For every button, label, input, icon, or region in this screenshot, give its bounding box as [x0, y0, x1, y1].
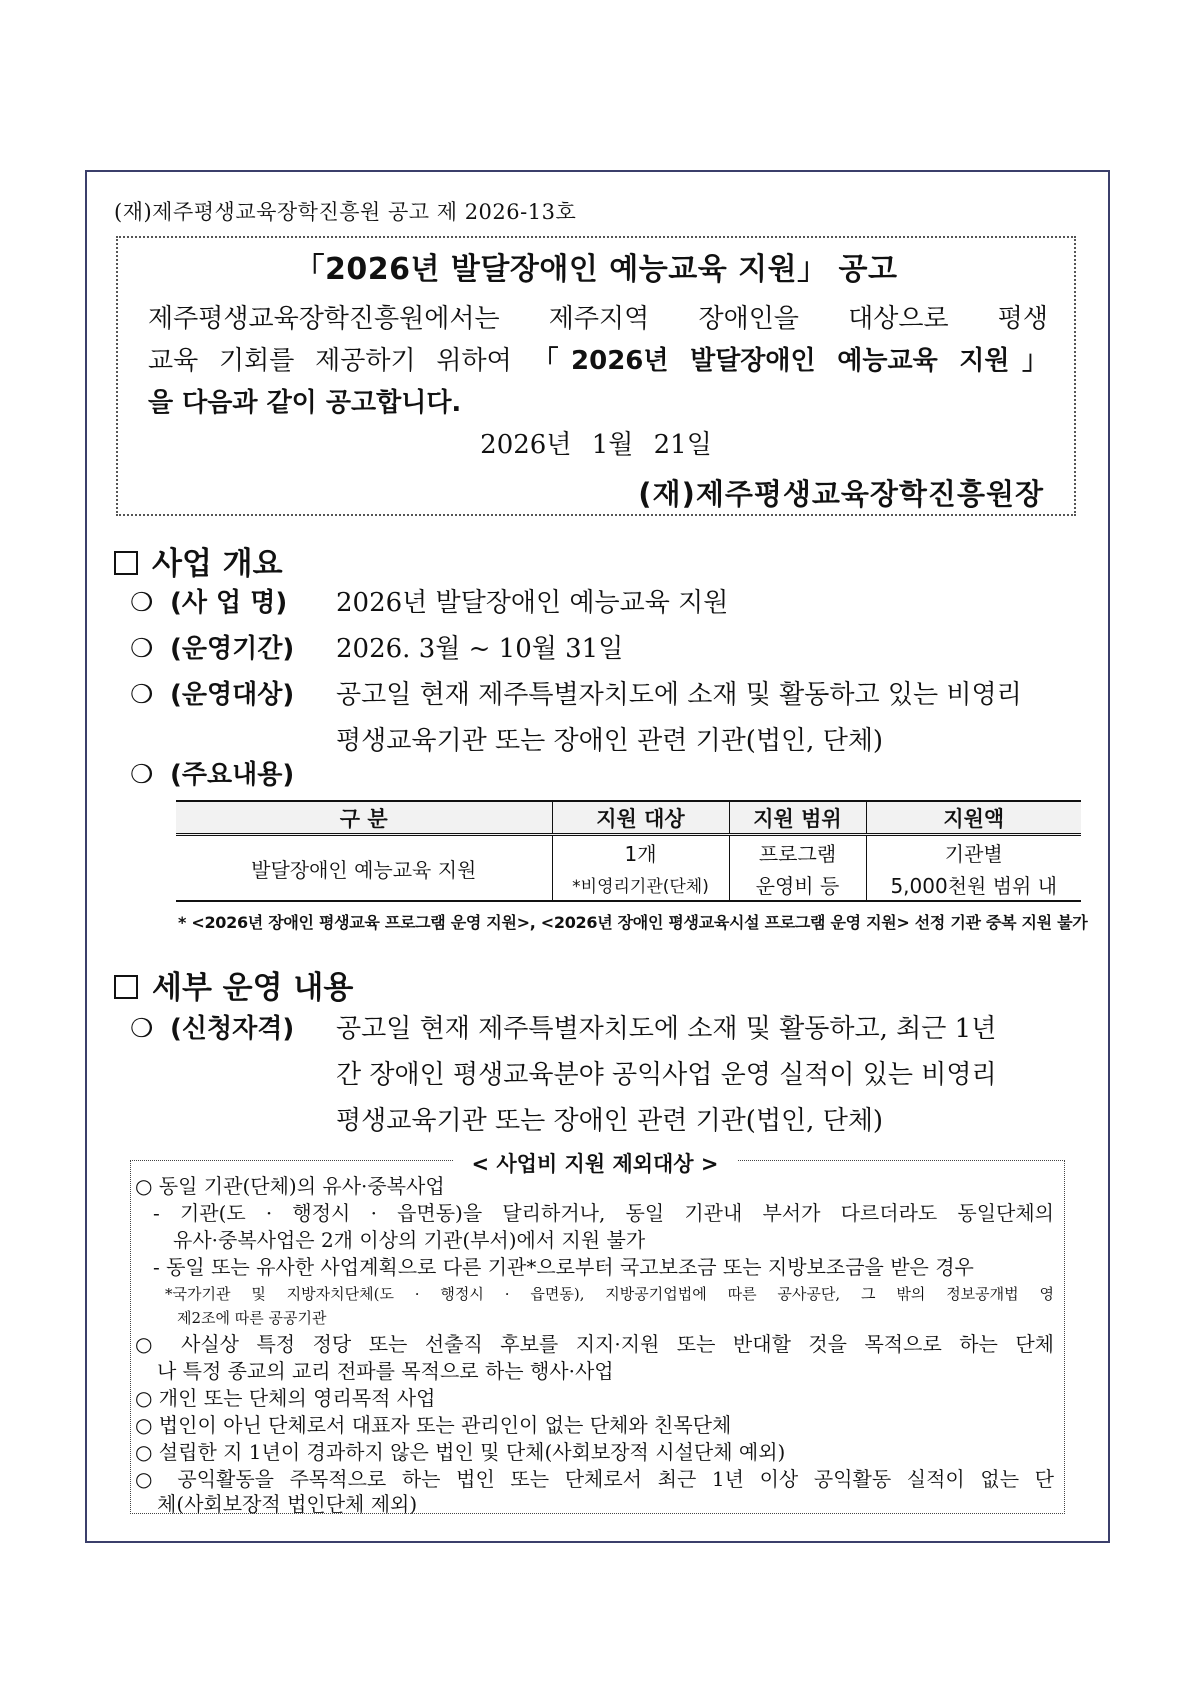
- intro-line-2: [148, 340, 1048, 382]
- exclusion-item-cont: 나 특정 종교의 교리 전파를 목적으로 하는 행사·사업: [157, 1359, 614, 1383]
- item-value-line-2: 간 장애인 평생교육분야 공익사업 운영 실적이 있는 비영리: [336, 1060, 997, 1090]
- item-value: 공고일 현재 제주특별자치도에 소재 및 활동하고 있는 비영리: [336, 680, 1022, 710]
- table-header: 지원 범위: [729, 801, 866, 835]
- table-cell-target: 1개: [552, 835, 729, 869]
- page-title: 「2026년 발달장애인 예능교육 지원」 공고: [294, 252, 898, 287]
- table-header: 구 분: [176, 801, 552, 835]
- bullet-circle-icon: ❍: [130, 588, 154, 618]
- intro-line-2-text: 교육 기회를 제공하기 위하여: [148, 346, 533, 376]
- bullet-circle-icon: ❍: [130, 680, 154, 710]
- table-header-row: [176, 801, 1081, 835]
- support-table: [176, 800, 1081, 902]
- exclusion-title-text: < 사업비 지원 제외대상 >: [453, 1152, 736, 1176]
- exclusion-item: ○ 설립한 지 1년이 경과하지 않은 법인 및 단체(사회보장적 시설단체 예외): [135, 1440, 786, 1464]
- overview-item-content: [130, 752, 1090, 798]
- table-cell-scope: 운영비 등: [729, 868, 866, 901]
- exclusion-subitem: - 동일 또는 유사한 사업계획으로 다른 기관*으로부터 국고보조금 또는 지방보조금을 받은 경우: [153, 1255, 974, 1279]
- overview-item-target: [130, 672, 1090, 764]
- exclusion-title: [0, 1148, 1190, 1178]
- bullet-circle-icon: ❍: [130, 634, 154, 664]
- section-heading-text: 사업 개요: [152, 546, 283, 582]
- item-value-line-2: 평생교육기관 또는 장애인 관련 기관(법인, 단체): [336, 726, 884, 756]
- exclusion-note-text: *국가기관 및 지방자치단체(도 · 행정시 · 읍면동), 지방공기업법에 따른 공사공단, 그 밖의 정보공개법 영: [165, 1285, 1054, 1303]
- table-header: 지원 대상: [552, 801, 729, 835]
- details-item-eligibility: [130, 1006, 1090, 1144]
- exclusion-item-text: ○ 공익활동을 주목적으로 하는 법인 또는 단체로서 최근 1년 이상 공익활동 실적이 없는 단: [135, 1467, 1054, 1491]
- exclusion-item: [135, 1331, 1054, 1358]
- item-label: (신청자격): [170, 1014, 295, 1044]
- bullet-circle-icon: ❍: [130, 1014, 154, 1044]
- table-row: [176, 835, 1081, 869]
- exclusion-item-cont: 체(사회보장적 법인단체 제외): [157, 1492, 418, 1516]
- table-cell-amount: 기관별: [866, 835, 1081, 869]
- section-heading-text: 세부 운영 내용: [152, 970, 354, 1006]
- exclusion-item: [135, 1466, 1054, 1493]
- exclusion-note-cont: 제2조에 따른 공공기관: [177, 1309, 327, 1327]
- exclusion-subitem-cont: 유사·중복사업은 2개 이상의 기관(부서)에서 지원 불가: [173, 1228, 646, 1252]
- item-value: 2026. 3월 ~ 10월 31일: [336, 634, 624, 664]
- table-header: 지원액: [866, 801, 1081, 835]
- item-value: 공고일 현재 제주특별자치도에 소재 및 활동하고, 최근 1년: [336, 1014, 997, 1044]
- exclusion-box: [130, 1160, 1065, 1514]
- table-cell-amount: 5,000천원 범위 내: [866, 868, 1081, 901]
- exclusion-item: ○ 법인이 아닌 단체로서 대표자 또는 관리인이 없는 단체와 친목단체: [135, 1413, 732, 1437]
- checkbox-square-icon: [114, 975, 138, 999]
- exclusion-subitem-text: - 기관(도 · 행정시 · 읍면동)을 달리하거나, 동일 기관내 부서가 다르더라도 동일단체의: [153, 1201, 1054, 1225]
- intro-paragraph: [148, 298, 1048, 424]
- signer: (재)제주평생교육장학진흥원장: [638, 477, 1044, 511]
- notice-number: (재)제주평생교육장학진흥원 공고 제 2026-13호: [114, 200, 577, 224]
- overview-item-period: [130, 626, 1090, 672]
- exclusion-subitem: [153, 1200, 1054, 1227]
- item-label: (사 업 명): [170, 588, 288, 618]
- intro-line-3-bold: 을 다음과 같이 공고합니다.: [148, 388, 462, 418]
- table-cell-scope: 프로그램: [729, 835, 866, 869]
- item-label: (운영대상): [170, 680, 295, 710]
- table-footnote: * <2026년 장애인 평생교육 프로그램 운영 지원>, <2026년 장애인 평생교육시설 프로그램 운영 지원> 선정 기관 중복 지원 불가: [178, 913, 1088, 932]
- section-heading-overview: [114, 538, 283, 583]
- exclusion-item: ○ 동일 기관(단체)의 유사·중복사업: [135, 1174, 445, 1198]
- bullet-circle-icon: ❍: [130, 760, 154, 790]
- item-value-line-3: 평생교육기관 또는 장애인 관련 기관(법인, 단체): [336, 1106, 884, 1136]
- intro-line-3: [148, 382, 1048, 424]
- intro-line-1: 제주평생교육장학진흥원에서는 제주지역 장애인을 대상으로 평생: [148, 304, 1048, 334]
- exclusion-item: ○ 개인 또는 단체의 영리목적 사업: [135, 1386, 436, 1410]
- section-heading-details: [114, 962, 353, 1007]
- item-label: (주요내용): [170, 760, 295, 790]
- table-cell-target: *비영리기관(단체): [552, 868, 729, 901]
- overview-item-name: [130, 580, 1090, 626]
- item-value: 2026년 발달장애인 예능교육 지원: [336, 588, 729, 618]
- checkbox-square-icon: [114, 551, 138, 575]
- title-box: [116, 236, 1076, 516]
- exclusion-note: [165, 1281, 1054, 1307]
- intro-line-2-bold: 「2026년 발달장애인 예능교육 지원」: [532, 346, 1048, 376]
- item-label: (운영기간): [170, 634, 295, 664]
- table-cell-category: 발달장애인 예능교육 지원: [176, 835, 552, 902]
- notice-date: 2026년 1월 21일: [480, 430, 712, 460]
- exclusion-item-text: ○ 사실상 특정 정당 또는 선출직 후보를 지지·지원 또는 반대할 것을 목적으로 하는 단체: [135, 1332, 1054, 1356]
